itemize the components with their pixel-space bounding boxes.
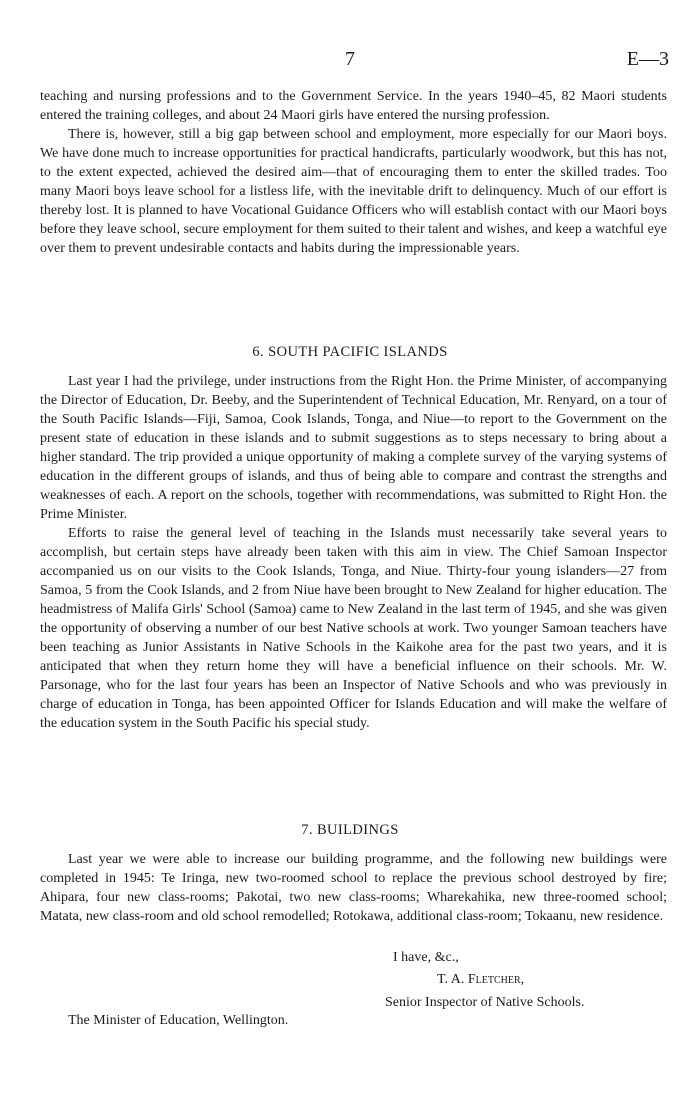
signatory-title: Senior Inspector of Native Schools. [385, 995, 585, 1010]
addressee: The Minister of Education, Wellington. [68, 1013, 289, 1028]
intro-paragraph-2: There is, however, still a big gap between school and employment, more especially for our Maori boys. We have done much to increase opportunities for practical handicrafts, particularly woodwork, but this has not, to the extent expected, achieved the desired aim—that of encouraging them to enter the skilled trades. Too many Maori boys leave school for a listless life, with the inevitable drift to delinquency. Much of our effort is thereby lost. It is planned to have Vocational Guidance Officers who will establish contact with our Maori boys before they leave school, secure employment for them suited to their talent and wishes, and keep a watchful eye over them to prevent undesirable contacts and habits during the impressionable years. [40, 127, 667, 256]
section-6-paragraph-1: Last year I had the privilege, under instructions from the Right Hon. the Prime Minister, of accompanying the Director of Education, Dr. Beeby, and the Superintendent of Technical Education, Mr. Renyard, on a tour of the South Pacific Islands—Fiji, Samoa, Cook Islands, Tonga, and Niue—to report to the Government on the present state of education in these islands and to submit suggestions as to steps necessary to bring about a higher standard. The trip provided a unique opportunity of making a complete survey of the varying systems of education in the different groups of islands, and thus of being able to compare and contrast the strengths and weaknesses of each. A report on the schools, together with recommendations, was submitted to Right Hon. the Prime Minister. [40, 374, 667, 522]
page-number: 7 [345, 48, 355, 70]
section-6-heading: 6. SOUTH PACIFIC ISLANDS [252, 344, 448, 360]
salutation: I have, &c., [393, 950, 459, 965]
intro-paragraph-1: teaching and nursing professions and to the Government Service. In the years 1940–45, 82 Maori students entered the training colleges, and about 24 Maori girls have entered the nursing profession. [40, 89, 667, 123]
section-7-heading: 7. BUILDINGS [301, 822, 399, 838]
section-7-body [40, 850, 667, 926]
section-6-paragraph-2: Efforts to raise the general level of teaching in the Islands must necessarily take several years to accomplish, but certain steps have already been taken with this aim in view. The Chief Samoan Inspector accompanied us on our visits to the Cook Islands, Tonga, and Niue. Thirty-four young islanders—27 from Samoa, 5 from the Cook Islands, and 2 from Niue have been brought to New Zealand for higher education. The headmistress of Malifa Girls' School (Samoa) came to New Zealand in the last term of 1945, and she was given the opportunity of observing a number of our best Native schools at work. Two younger Samoan teachers have been teaching as Junior Assistants in Native Schools in the Kaikohe area for the past two years, and it is anticipated that when they return home they will have a beneficial influence on their schools. Mr. W. Parsonage, who for the last four years has been an Inspector of Native Schools and who was previously in charge of education in Tonga, has been appointed Officer for Islands Education and will make the welfare of the education system in the South Pacific his special study. [40, 526, 667, 731]
section-7-paragraph-1: Last year we were able to increase our building programme, and the following new buildings were completed in 1945: Te Iringa, new two-roomed school to replace the previous school destroyed by fire; Ahipara, four new class-rooms; Pakotai, two new class-rooms; Wharekahika, new three-roomed school; Matata, new class-room and old school remodelled; Rotokawa, additional class-room; Tokaanu, new residence. [40, 852, 667, 924]
signatory-name: T. A. Fletcher, [437, 972, 525, 987]
report-code: E—3 [626, 48, 669, 70]
section-6-body [40, 372, 667, 733]
intro-section [40, 87, 667, 258]
